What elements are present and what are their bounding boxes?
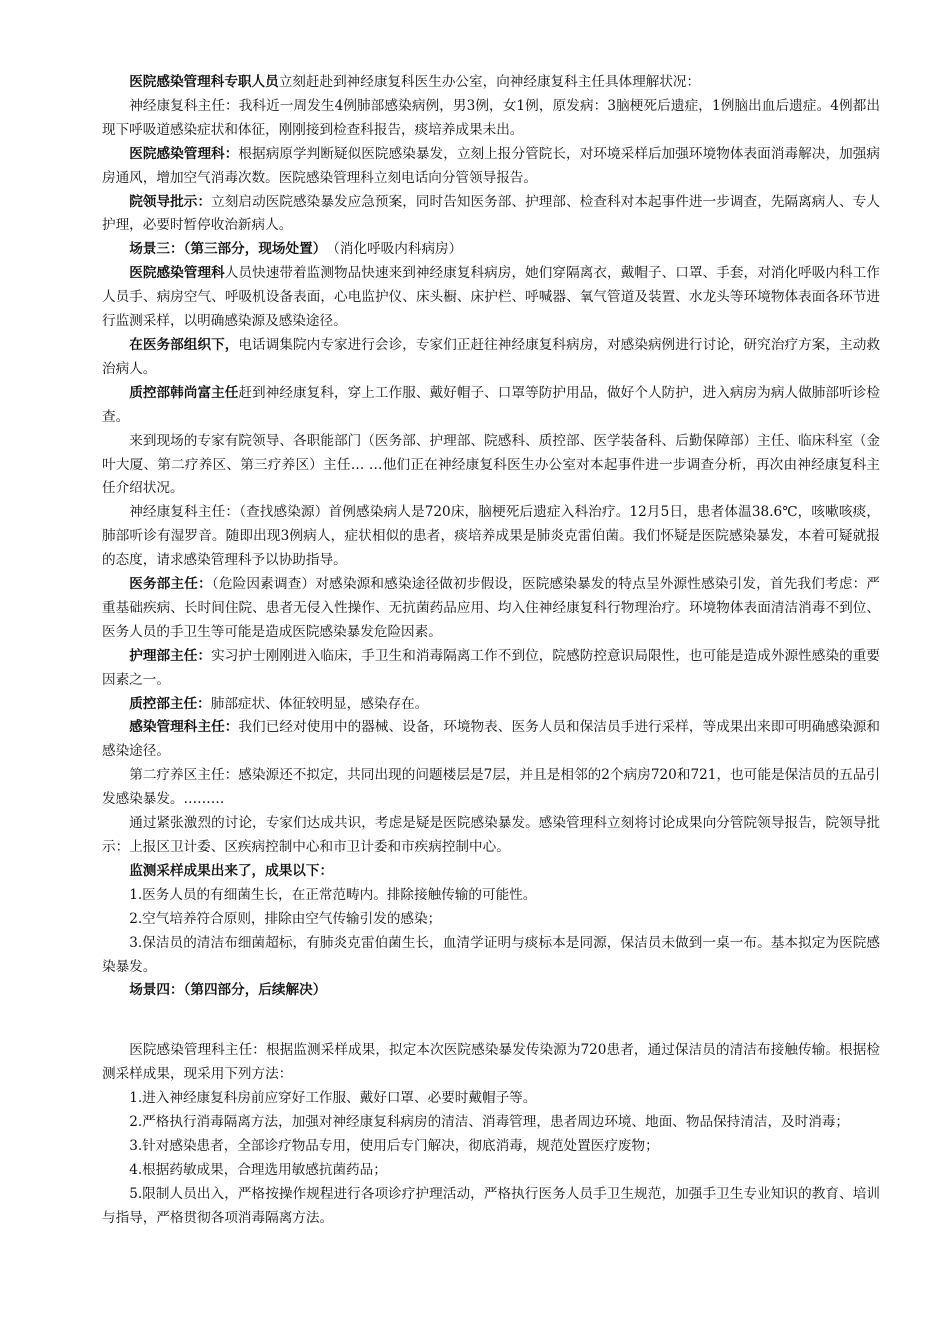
measure-item-4	[102, 1159, 880, 1183]
blank-spacer	[102, 1003, 880, 1039]
measure-item-5	[102, 1183, 880, 1231]
section-subheading: （消化呼吸内科病房）	[319, 241, 463, 258]
paragraph-text: 来到现场的专家有院领导、各职能部门（医务部、护理部、院感科、质控部、医学装备科、后勤保障部）主任、临床科室（金叶大厦、第二疗养区、第三疗养区）主任… …他们正在神经康复科医生办公室对本起事件进一步调查分析，再次由神经康复科主任介绍状况。	[102, 432, 880, 497]
paragraph-text: 医院感染管理科主任：根据监测采样成果，拟定本次医院感染暴发传染源为720患者，通过保洁员的清洁布接触传输。根据检测采样成果，现采用下列方法：	[102, 1042, 880, 1083]
paragraph-text: 神经康复科主任：我科近一周发生4例肺部感染病例，男3例，女1例，原发病：3脑梗死后遗症，1例脑出血后遗症。4例都出现下呼吸道感染症状和体征，刚刚接到检查科报告，痰培养成果未出。	[102, 97, 880, 138]
paragraph-text: 电话调集院内专家进行会诊，专家们正赶往神经康复科病房，对感染病例进行讨论，研究治疗方案，主动救治病人。	[102, 336, 880, 377]
measure-item-2	[102, 1111, 880, 1135]
list-item-text: 2.空气培养符合原则，排除由空气传输引发的感染；	[129, 910, 442, 927]
section-heading: 场景四：（第四部分，后续解决）	[129, 982, 327, 999]
scene-four-heading	[102, 979, 880, 1003]
paragraph-text: 神经康复科主任：（查找感染源）首例感染病人是720床，脑梗死后遗症入科治疗。12月5日，患者体温38.6℃，咳嗽咳痰，肺部听诊有湿罗音。随即出现3例病人，症状相似的患者，痰培养成果是肺炎克雷伯菌。我们怀疑是医院感染暴发，本着可疑就报的态度，请求感染管理科予以协助指导。	[102, 504, 880, 569]
speaker-label: 医务部主任：	[129, 576, 212, 593]
paragraph-medical-director	[102, 573, 880, 645]
list-item-text: 2.严格执行消毒隔离方法，加强对神经康复科病房的清洁、消毒管理，患者周边环境、地面、物品保持清洁，及时消毒；	[129, 1114, 850, 1131]
section-heading: 场景三：（第三部分，现场处置）	[129, 241, 320, 258]
paragraph-text: 通过紧张激烈的讨论，专家们达成共识，考虑是疑是医院感染暴发。感染管理科立刻将讨论成果向分管院领导报告，院领导批示：上报区卫计委、区疾病控制中心和市卫计委和市疾病控制中心。	[102, 815, 880, 855]
list-item-text: 1.医务人员的有细菌生长，在正常范畴内。排除接触传输的可能性。	[129, 886, 537, 903]
section-heading: 监测采样成果出来了，成果以下：	[129, 862, 334, 879]
paragraph-text: （危险因素调查）对感染源和感染途径做初步假设，医院感染暴发的特点呈外源性感染引发，首先我们考虑：严重基础疾病、长时间住院、患者无侵入性操作、无抗菌药品应用、均入住神经康复科行物理治疗。环境物体表面清洁消毒不到位、医务人员的手卫生等可能是造成医院感染暴发危险因素。	[102, 576, 880, 640]
speaker-label: 质控部主任：	[129, 695, 211, 712]
speaker-label: 护理部主任：	[129, 647, 212, 664]
list-item-text: 3.保洁员的清洁布细菌超标，有肺炎克雷伯菌生长，血清学证明与痰标本是同源，保洁员未做到一桌一布。基本拟定为医院感染暴发。	[102, 934, 880, 975]
speaker-label: 感染管理科主任：	[129, 719, 239, 736]
list-item-text: 4.根据药敏成果，合理选用敏感抗菌药品；	[129, 1161, 387, 1178]
paragraph-source-search	[102, 501, 880, 573]
paragraph-text: 第二疗养区主任：感染源还不拟定，共同出现的问题楼层是7层，并且是相邻的2个病房720和721，也可能是保洁员的五品引发感染暴发。………	[102, 767, 880, 808]
measure-item-3	[102, 1135, 880, 1159]
speaker-label: 医院感染管理科：	[129, 145, 239, 162]
paragraph-neuro-director	[102, 95, 880, 143]
list-item-text: 1.进入神经康复科房前应穿好工作服、戴好口罩、必要时戴帽子等。	[129, 1090, 537, 1107]
paragraph-text: 人员快速带着监测物品快速来到神经康复科病房，她们穿隔离衣，戴帽子、口罩、手套，对消化呼吸内科工作人员手、病房空气、呼吸机设备表面，心电监护仪、床头橱、床护栏、呼喊器、氧气管道及装置、水龙头等环境物体表面各环节进行监测采样，以明确感染源及感染途径。	[102, 265, 881, 330]
paragraph-text: 立刻赶赴到神经康复科医生办公室，向神经康复科主任具体理解状况：	[278, 74, 701, 90]
speaker-label: 质控部韩尚富主任	[129, 384, 239, 401]
measure-item-1	[102, 1087, 880, 1111]
list-item-text: 5.限制人员出入，严格按操作规程进行各项诊疗护理活动，严格执行医务人员手卫生规范，加强手卫生专业知识的教育、培训与指导，严格贯彻各项消毒隔离方法。	[102, 1185, 880, 1226]
paragraph-follow-up	[102, 1039, 880, 1087]
paragraph-consultation	[102, 334, 880, 382]
result-item-2	[102, 908, 880, 932]
speaker-label: 医院感染管理科专职人员	[129, 74, 279, 90]
paragraph-consensus	[102, 812, 880, 860]
results-heading	[102, 860, 880, 884]
paragraph-qc-director	[102, 693, 880, 717]
paragraph-experts	[102, 430, 880, 502]
paragraph-text: 我们已经对使用中的器械、设备，环境物表、医务人员和保洁员手进行采样，等成果出来即可明确感染源和感染途径。	[102, 719, 880, 760]
paragraph-nursing-director	[102, 645, 880, 693]
paragraph-second-area-director	[102, 764, 880, 812]
paragraph-text: 赶到神经康复科，穿上工作服、戴好帽子、口罩等防护用品，做好个人防护，进入病房为病人做肺部听诊检查。	[102, 384, 880, 425]
speaker-label: 医院感染管理科	[129, 265, 225, 282]
paragraph-infection-staff	[102, 71, 880, 95]
speaker-label: 院领导批示：	[129, 193, 212, 210]
list-item-text: 3.针对感染患者，全部诊疗物品专用，使用后专门解决，彻底消毒，规范处置医疗废物；	[129, 1137, 659, 1154]
paragraph-text: 立刻启动医院感染暴发应急预案，同时告知医务部、护理部、检查科对本起事件进一步调查，先隔离病人、专人护理，必要时暂停收治新病人。	[102, 193, 881, 234]
paragraph-quality-control	[102, 382, 880, 430]
paragraph-infection-dept	[102, 143, 880, 191]
paragraph-infection-director	[102, 716, 880, 764]
result-item-1	[102, 884, 880, 908]
scene-three-heading	[102, 238, 880, 262]
paragraph-text: 肺部症状、体征较明显，感染存在。	[210, 695, 429, 712]
speaker-label: 在医务部组织下，	[129, 336, 239, 353]
paragraph-text: 根据病原学判断疑似医院感染暴发，立刻上报分管院长，对环境采样后加强环境物体表面消毒解决，加强病房通风，增加空气消毒次数。医院感染管理科立刻电话向分管领导报告。	[102, 145, 880, 186]
result-item-3	[102, 932, 880, 980]
paragraph-leader-instruction	[102, 191, 880, 239]
paragraph-text: 实习护士刚刚进入临床，手卫生和消毒隔离工作不到位，院感防控意识局限性，也可能是造成外源性感染的重要因素之一。	[102, 647, 881, 688]
paragraph-sampling	[102, 262, 880, 334]
